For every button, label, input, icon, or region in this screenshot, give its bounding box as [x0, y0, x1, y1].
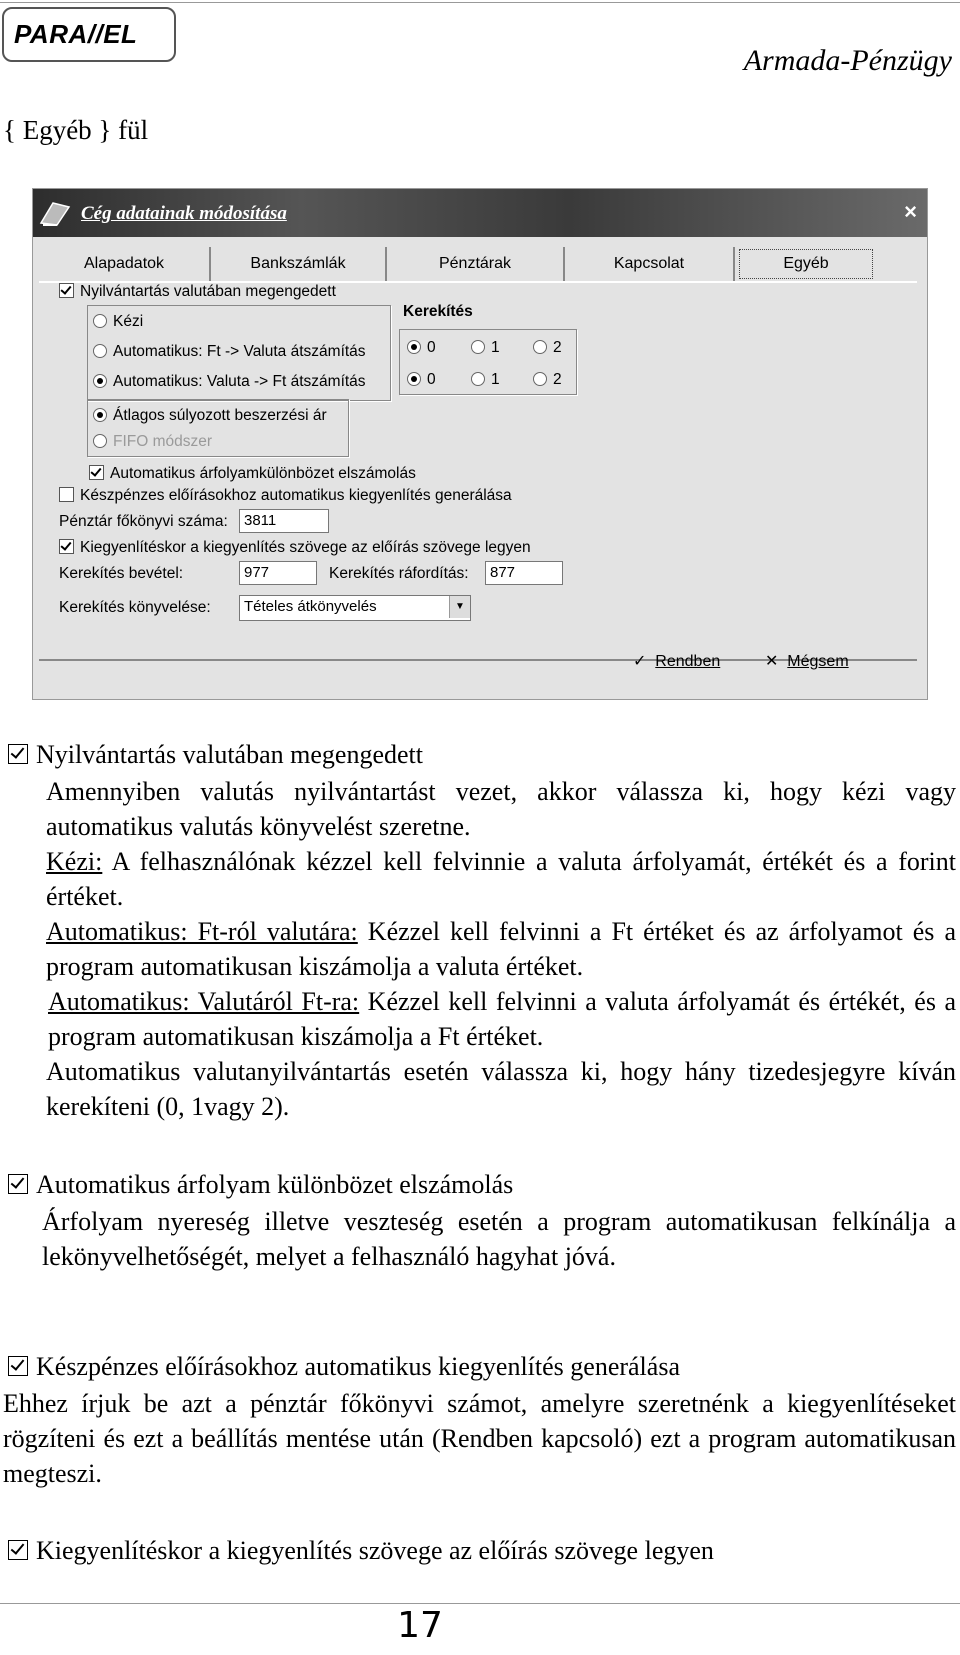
x-icon: ✕ [765, 653, 779, 670]
radio-mark [93, 434, 107, 448]
rounding-value: 1 [491, 339, 500, 356]
s1-ft-to-currency-label: Automatikus: Ft-ról valutára: [46, 917, 358, 946]
s1-kezi-label: Kézi: [46, 847, 103, 876]
cost-method-label: FIFO módszer [113, 433, 213, 450]
cash-settlement-label: Készpénzes előírásokhoz automatikus kiegyenlítés generálása [80, 487, 512, 504]
checkbox-mark [59, 487, 74, 502]
ok-button-label: Rendben [655, 653, 721, 670]
rounding-posting-label: Kerekítés könyvelése: [59, 599, 211, 616]
checkbox-icon [8, 744, 28, 764]
tab-strip [39, 247, 917, 283]
chevron-down-icon[interactable]: ▼ [449, 596, 470, 618]
top-rule [0, 2, 960, 3]
dialog-title: Cég adatainak módosítása [81, 203, 287, 224]
s1-paragraph-2 [46, 844, 956, 914]
rounding-posting-select[interactable] [239, 595, 471, 621]
cost-method-average[interactable] [93, 407, 327, 425]
auto-fx-diff-label: Automatikus árfolyamkülönbözet elszámolás [110, 465, 416, 482]
s1-title: Nyilvántartás valutában megengedett [36, 740, 423, 769]
s2-heading [8, 1170, 513, 1200]
radio-mark [471, 340, 485, 354]
mode-option-ft-to-currency[interactable] [93, 343, 366, 361]
cash-ledger-label: Pénztár főkönyvi száma: [59, 513, 228, 530]
checkbox-mark [59, 283, 74, 298]
s1-paragraph-4 [48, 984, 956, 1054]
mode-option-label: Automatikus: Ft -> Valuta átszámítás [113, 343, 366, 360]
checkbox-icon [8, 1540, 28, 1560]
company-settings-dialog [32, 188, 928, 700]
cost-method-fifo[interactable] [93, 433, 212, 451]
section-title: { Egyéb } fül [3, 115, 149, 145]
tab-bankszamlak[interactable]: Bankszámlák [211, 247, 387, 281]
tab-egyeb[interactable]: Egyéb [739, 249, 873, 279]
s4-title: Kiegyenlítéskor a kiegyenlítés szövege az előírás szövege legyen [36, 1536, 714, 1565]
s1-currency-to-ft-label: Automatikus: Valutáról Ft-ra: [48, 987, 360, 1016]
s2-paragraph-1: Árfolyam nyereség illetve veszteség esetén a program automatikusan felkínálja a lekönyvelhetőségét, melyet a felhasználó hagyhat jóvá. [42, 1207, 956, 1271]
checkmark-icon: ✓ [633, 653, 647, 670]
radio-mark [407, 340, 421, 354]
rounding-value: 1 [491, 371, 500, 388]
cash-ledger-field[interactable]: 3811 [239, 509, 329, 533]
cost-method-label: Átlagos súlyozott beszerzési ár [113, 407, 327, 424]
tab-kapcsolat[interactable]: Kapcsolat [565, 247, 735, 281]
bottom-rule [0, 1603, 960, 1604]
s4-heading [8, 1536, 714, 1566]
rounding-label: Kerekítés [403, 303, 473, 320]
checkbox-mark [59, 539, 74, 554]
tab-alapadatok[interactable]: Alapadatok [39, 247, 211, 281]
radio-mark [533, 372, 547, 386]
rounding-income-field[interactable]: 977 [239, 561, 317, 585]
s1-paragraph-3 [46, 914, 956, 984]
egyeb-panel [39, 283, 917, 661]
currency-allowed-checkbox[interactable] [59, 283, 336, 301]
cancel-button-label: Mégsem [787, 653, 849, 670]
s1-kezi-text: A felhasználónak kézzel kell felvinnie a valuta árfolyamát, értékét és a forint értéket. [46, 847, 956, 911]
settlement-text-checkbox[interactable] [59, 539, 531, 557]
s1-currency-to-ft-text: Kézzel kell felvinni a valuta árfolyamát és értékét, és a program automatikusan kiszámolja a Ft értéket. [48, 987, 956, 1051]
radio-mark [533, 340, 547, 354]
settlement-text-label: Kiegyenlítéskor a kiegyenlítés szövege az előírás szövege legyen [80, 539, 531, 556]
s3-paragraph-1: Ehhez írjuk be azt a pénztár főkönyvi számot, amelyre szeretnénk a kiegyenlítéseket rögzíteni és ezt a beállítás mentése után (Rendben kapcsoló) ezt a program automatikusan megteszi. [3, 1389, 956, 1488]
parallel-logo [2, 7, 176, 62]
rounding-expense-field[interactable]: 877 [485, 561, 563, 585]
rounding-expense-label: Kerekítés ráfordítás: [329, 565, 469, 582]
rounding-posting-value: Tételes átkönyvelés [244, 598, 377, 615]
rounding-value: 0 [427, 371, 436, 388]
rounding-row2-2[interactable] [533, 371, 562, 389]
product-name: Armada-Pénzügy [743, 44, 952, 77]
s1-ft-to-currency-text: Kézzel kell felvinni a Ft értéket és az árfolyamot és a program automatikusan kiszámolja a valuta értéket. [46, 917, 956, 981]
rounding-value: 2 [553, 371, 562, 388]
tab-penztarak[interactable]: Pénztárak [387, 247, 565, 281]
close-icon[interactable]: × [904, 199, 917, 224]
rounding-row1-2[interactable] [533, 339, 562, 357]
s2-title: Automatikus árfolyam különbözet elszámolás [36, 1170, 514, 1199]
radio-mark [93, 314, 107, 328]
checkbox-icon [8, 1356, 28, 1376]
s3-title: Készpénzes előírásokhoz automatikus kiegyenlítés generálása [36, 1352, 680, 1381]
logo-text: PARA//EL [14, 19, 138, 49]
cash-settlement-checkbox[interactable] [59, 487, 512, 505]
mode-option-kezi[interactable] [93, 313, 143, 331]
mode-option-label: Kézi [113, 313, 144, 330]
rounding-value: 2 [553, 339, 562, 356]
rounding-value: 0 [427, 339, 436, 356]
currency-allowed-label: Nyilvántartás valutában megengedett [80, 283, 336, 300]
checkbox-icon [8, 1174, 28, 1194]
dialog-titlebar [33, 189, 927, 237]
rounding-income-label: Kerekítés bevétel: [59, 565, 184, 582]
auto-fx-diff-checkbox[interactable] [89, 465, 416, 483]
rounding-row2-1[interactable] [471, 371, 500, 389]
radio-mark [407, 372, 421, 386]
radio-mark [93, 344, 107, 358]
book-icon [39, 199, 71, 227]
radio-mark [471, 372, 485, 386]
mode-option-label: Automatikus: Valuta -> Ft átszámítás [113, 373, 366, 390]
s1-paragraph-5: Automatikus valutanyilvántartás esetén válassza ki, hogy hány tizedesjegyre kíván kerekíteni (0, 1vagy 2). [46, 1057, 956, 1121]
checkbox-mark [89, 465, 104, 480]
ok-button[interactable] [633, 651, 720, 671]
cancel-button[interactable] [765, 651, 849, 671]
rounding-row2-0[interactable] [407, 371, 436, 389]
radio-mark [93, 374, 107, 388]
s3-heading [8, 1352, 680, 1382]
radio-mark [93, 408, 107, 422]
rounding-row1-1[interactable] [471, 339, 500, 357]
s1-paragraph-1: Amennyiben valutás nyilvántartást vezet, akkor válassza ki, hogy kézi vagy automatikus valutás könyvelést szeretne. [46, 777, 956, 841]
s1-heading [8, 740, 423, 770]
mode-option-currency-to-ft[interactable] [93, 373, 366, 391]
page-number: 17 [397, 1605, 443, 1646]
rounding-row1-0[interactable] [407, 339, 436, 357]
